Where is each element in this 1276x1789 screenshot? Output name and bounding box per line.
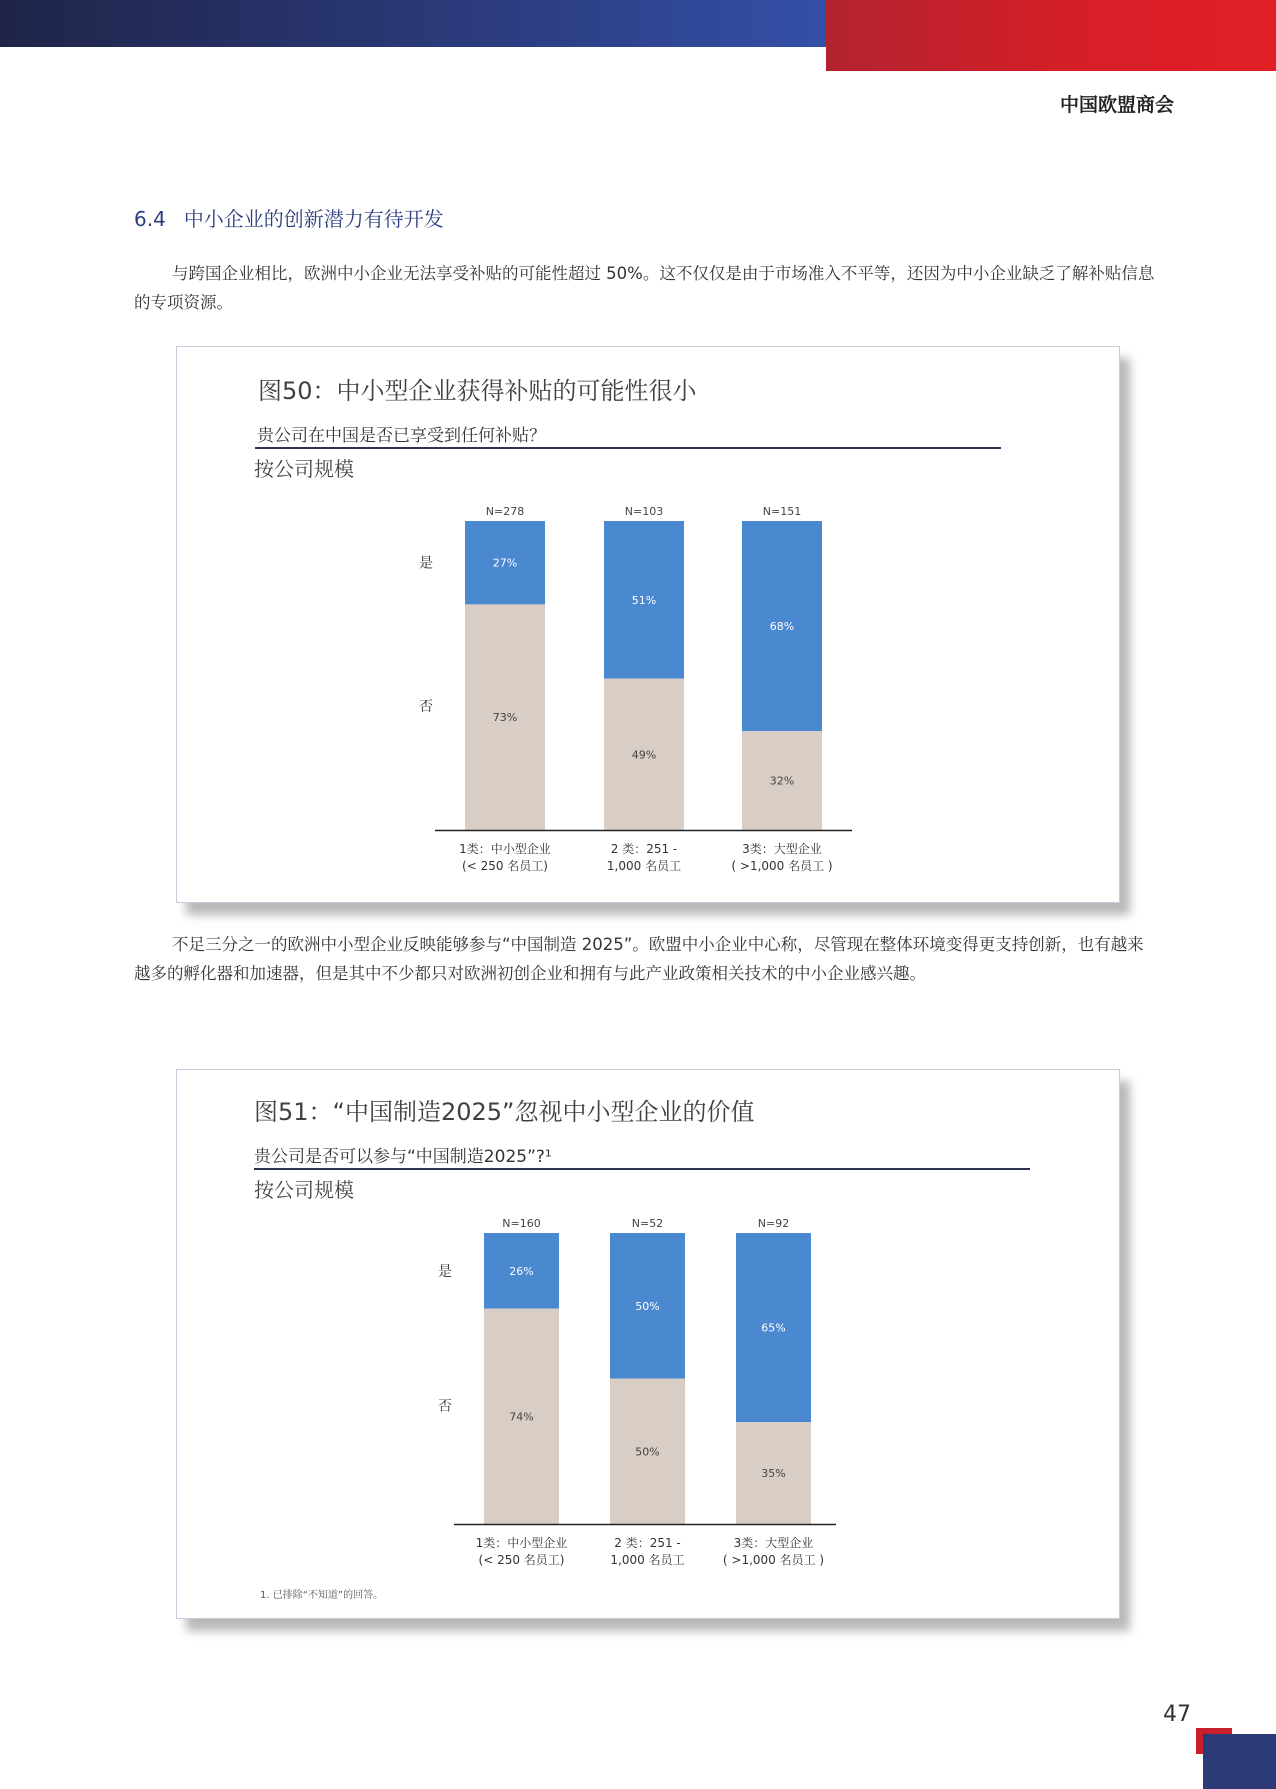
figure-51-title: 图51：“中国制造2025”忽视中小型企业的价值 xyxy=(254,1098,755,1126)
sample-size-label: N=278 xyxy=(485,505,525,518)
header-band-red xyxy=(826,0,1276,71)
bar-no-label: 50% xyxy=(635,1445,660,1459)
section-number: 6.4 xyxy=(134,207,166,231)
sample-size-label: N=52 xyxy=(631,1217,664,1230)
bar-no-label: 73% xyxy=(492,711,518,725)
header-band-blue xyxy=(0,0,830,47)
bar-yes-label: 26% xyxy=(509,1264,534,1278)
category-label-line1: 2 类：251 - xyxy=(610,842,678,856)
figure-51-chart xyxy=(177,1070,1119,1618)
corner-square-blue xyxy=(1203,1734,1276,1789)
page-number: 47 xyxy=(1163,1702,1191,1727)
category-label-line2: ( >1,000 名员工 ) xyxy=(722,1553,825,1567)
figure-51-footnote: 1. 已排除“不知道”的回答。 xyxy=(260,1590,384,1601)
sample-size-label: N=92 xyxy=(757,1217,790,1230)
figure-51-subtitle: 按公司规模 xyxy=(254,1178,354,1202)
legend-yes: 是 xyxy=(438,1263,452,1280)
sample-size-label: N=151 xyxy=(762,505,802,518)
category-label-line2: 1,000 名员工 xyxy=(606,859,682,873)
category-label-line1: 3类：大型企业 xyxy=(733,1536,814,1550)
category-label-line1: 1类：中小型企业 xyxy=(459,842,551,856)
sample-size-label: N=160 xyxy=(502,1217,541,1230)
bar-yes-label: 65% xyxy=(761,1321,786,1335)
figure-50-chart xyxy=(177,347,1119,902)
org-name: 中国欧盟商会 xyxy=(1059,94,1174,116)
category-label-line2: (< 250 名员工) xyxy=(478,1553,565,1567)
section-title: 中小企业的创新潜力有待开发 xyxy=(183,207,444,231)
bar-yes-label: 51% xyxy=(631,593,657,607)
sample-size-label: N=103 xyxy=(624,505,664,518)
category-label-line1: 2 类：251 - xyxy=(614,1536,681,1550)
category-label-line1: 3类：大型企业 xyxy=(742,842,822,856)
legend-no: 否 xyxy=(419,698,433,715)
figure-51-question: 贵公司是否可以参与“中国制造2025”?¹ xyxy=(254,1147,552,1167)
figure-50-title: 图50：中小型企业获得补贴的可能性很小 xyxy=(258,377,697,405)
bar-yes-label: 50% xyxy=(635,1299,660,1313)
legend-yes: 是 xyxy=(419,555,433,572)
paragraph-1: 与跨国企业相比，欧洲中小企业无法享受补贴的可能性超过 50%。这不仅仅是由于市场准入不平等，还因为中小企业缺乏了解补贴信息的专项资源。 xyxy=(134,264,1155,312)
paragraph-2: 不足三分之一的欧洲中小型企业反映能够参与“中国制造 2025”。欧盟中小企业中心称，尽管现在整体环境变得更支持创新，也有越来越多的孵化器和加速器，但是其中不少都只对欧洲初创企业和拥有与此产业政策相关技术的中小企业感兴趣。 xyxy=(134,935,1144,983)
figure-51-panel xyxy=(176,1069,1120,1619)
figure-50-question: 贵公司在中国是否已享受到任何补贴？ xyxy=(257,426,546,446)
bar-no-label: 35% xyxy=(761,1467,786,1481)
category-label-line2: 1,000 名员工 xyxy=(610,1553,685,1567)
bar-yes-label: 27% xyxy=(492,556,518,570)
category-label-line2: (< 250 名员工) xyxy=(462,859,548,873)
figure-50-panel xyxy=(176,346,1120,903)
category-label-line1: 1类：中小型企业 xyxy=(475,1536,568,1550)
section-heading xyxy=(134,203,444,232)
bar-no-label: 74% xyxy=(509,1410,534,1424)
bar-no-label: 49% xyxy=(631,748,657,762)
figure-50-subtitle: 按公司规模 xyxy=(254,457,354,481)
bar-no-label: 32% xyxy=(769,774,795,788)
bar-yes-label: 68% xyxy=(769,620,795,634)
category-label-line2: ( >1,000 名员工 ) xyxy=(731,859,833,873)
legend-no: 否 xyxy=(438,1398,452,1415)
